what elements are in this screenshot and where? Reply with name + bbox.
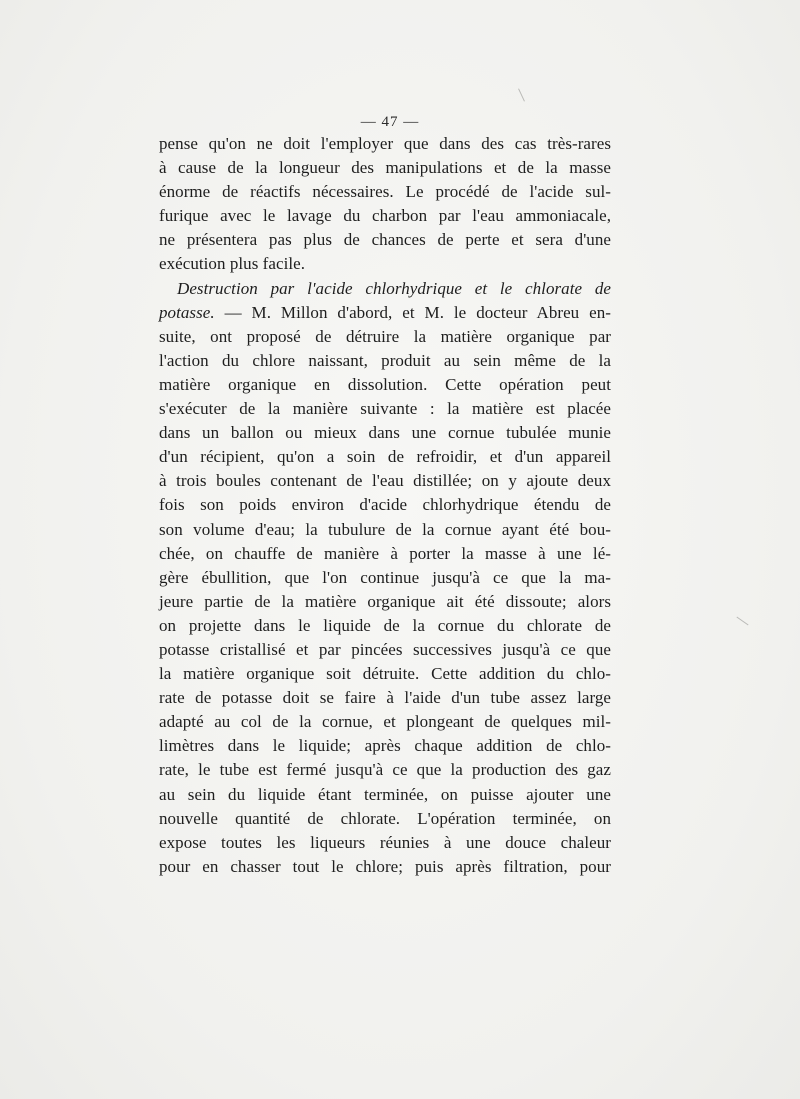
text-line: énorme de réactifs nécessaires. Le procédé de l'acide sul- xyxy=(159,182,611,202)
text-line: limètres dans le liquide; après chaque addition de chlo- xyxy=(159,736,611,756)
text-line: chée, on chauffe de manière à porter la masse à une lé- xyxy=(159,543,611,563)
text-line: l'action du chlore naissant, produit au sein même de la xyxy=(159,350,611,370)
text-line: à trois boules contenant de l'eau distillée; on y ajoute deux xyxy=(159,471,611,491)
section-heading-end: potasse. xyxy=(159,302,215,322)
text-line: fois son poids environ d'acide chlorhydrique étendu de xyxy=(159,495,611,515)
body-text xyxy=(159,132,611,879)
text-line: nouvelle quantité de chlorate. L'opération terminée, on xyxy=(159,808,611,828)
text-line: la matière organique soit détruite. Cette addition du chlo- xyxy=(159,664,611,684)
page-number: — 47 — xyxy=(360,114,420,130)
text-line: à cause de la longueur des manipulations et de la masse xyxy=(159,158,611,178)
text-line: suite, ont proposé de détruire la matière organique par xyxy=(159,326,611,346)
text-line: jeure partie de la matière organique ait été dissoute; alors xyxy=(159,591,611,611)
text-line: au sein du liquide étant terminée, on puisse ajouter une xyxy=(159,784,611,804)
section-heading: Destruction par l'acide chlorhydrique et le chlorate de xyxy=(177,278,611,298)
text-line: ne présentera pas plus de chances de perte et sera d'une xyxy=(159,230,611,250)
text-line: furique avec le lavage du charbon par l'eau ammoniacale, xyxy=(159,206,611,226)
paper-speck xyxy=(518,88,525,101)
text-line: pour en chasser tout le chlore; puis après filtration, pour xyxy=(159,856,611,876)
text-line: potasse. — M. Millon d'abord, et M. le docteur Abreu en- xyxy=(159,302,611,322)
text-line: potasse cristallisé et par pincées successives jusqu'à ce que xyxy=(159,639,611,659)
text-line: pense qu'on ne doit l'employer que dans des cas très-rares xyxy=(159,134,611,153)
text-line: on projette dans le liquide de la cornue du chlorate de xyxy=(159,615,611,635)
text-line: exécution plus facile. xyxy=(159,254,306,274)
text-line: adapté au col de la cornue, et plongeant de quelques mil- xyxy=(159,712,611,732)
text-line: dans un ballon ou mieux dans une cornue tubulée munie xyxy=(159,423,611,443)
text-line: son volume d'eau; la tubulure de la cornue ayant été bou- xyxy=(159,519,611,539)
text-line: matière organique en dissolution. Cette opération peut xyxy=(159,374,611,394)
text-line: d'un récipient, qu'on a soin de refroidir, et d'un appareil xyxy=(159,447,611,467)
text-line: rate, le tube est fermé jusqu'à ce que la production des gaz xyxy=(159,760,611,780)
paper-speck xyxy=(736,617,748,626)
text-line: gère ébullition, que l'on continue jusqu'à ce que la ma- xyxy=(159,567,611,587)
text-line: rate de potasse doit se faire à l'aide d'un tube assez large xyxy=(159,688,611,708)
text-line: s'exécuter de la manière suivante : la matière est placée xyxy=(159,399,611,419)
section-heading-line xyxy=(159,277,611,301)
text-line: expose toutes les liqueurs réunies à une douce chaleur xyxy=(159,832,611,852)
